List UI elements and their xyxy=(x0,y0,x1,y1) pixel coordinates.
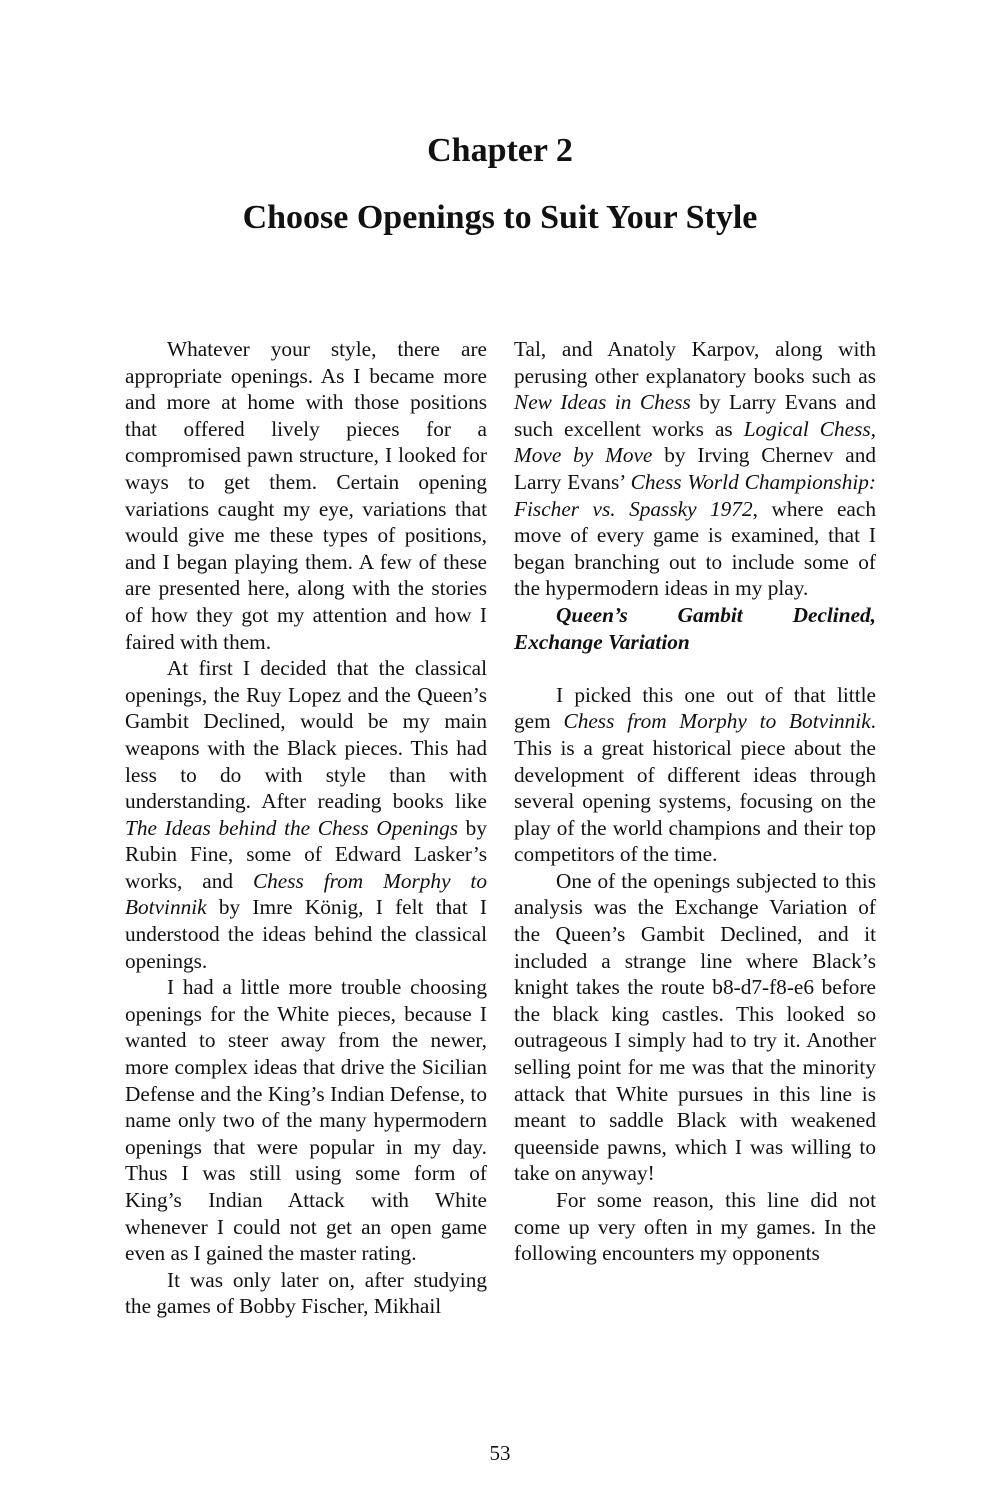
paragraph xyxy=(514,682,876,868)
chapter-number: Chapter 2 xyxy=(427,132,573,169)
page-number: 53 xyxy=(489,1441,511,1465)
paragraph: I had a little more trouble choosing openings for the White pieces, because I wanted to steer away from the newer, more complex ideas that drive the Sicilian Defense and the King’s Indian Defense, to name only two of the many hypermodern openings that were popular in my day. Thus I was still using some form of King’s Indian Attack with White whenever I could not get an open game even as I gained the master rating. xyxy=(125,975,487,1266)
spacer xyxy=(514,655,876,682)
chapter-title: Choose Openings to Suit Your Style xyxy=(242,199,758,236)
text-run: Tal, and Anatoly Karpov, along with perusing other explanatory books such as xyxy=(514,337,876,388)
book-title: Chess from Morphy to Botvinnik xyxy=(563,709,871,734)
text-run: by Irving Chernev and Larry Evans’ xyxy=(514,443,876,494)
paragraph xyxy=(514,336,876,602)
paragraph: For some reason, this line did not come up very often in my games. In the following encounters my opponents xyxy=(514,1188,876,1266)
book-title: New Ideas in Chess xyxy=(514,390,691,415)
book-title: Logical Chess, Move by Move xyxy=(514,416,876,468)
text-run: At first I decided that the classical openings, the Ruy Lopez and the Queen’s Gambit Declined, would be my main weapons with the Black pieces. This had less to do with style than with understanding. After reading books like xyxy=(125,656,487,814)
paragraph xyxy=(125,655,487,974)
paragraph: Whatever your style, there are appropriate openings. As I became more and more at home with those positions that offered lively pieces for a compromised pawn structure, I looked for ways to get them. Certain opening variations caught my eye, variations that would give me these types of positions, and I began playing them. A few of these are presented here, along with the stories of how they got my attention and how I faired with them. xyxy=(125,337,487,654)
book-title: The Ideas behind the Chess Openings xyxy=(125,815,458,840)
left-column xyxy=(125,336,487,1320)
book-title: Chess from Morphy to Botvinnik xyxy=(125,868,487,920)
paragraph: One of the openings subjected to this analysis was the Exchange Variation of the Queen’s Gambit Declined, and it included a strange line where Black’s knight takes the route b8-d7-f8-e6 before the black king castles. This looked so outrageous I simply had to try it. Another selling point for me was that the minority attack that White pursues in this line is meant to saddle Black with weakened queenside pawns, which I was willing to take on anyway! xyxy=(514,868,876,1186)
paragraph: It was only later on, after studying the games of Bobby Fischer, Mikhail xyxy=(125,1267,487,1319)
text-run: I picked this one out of that little gem xyxy=(514,682,876,734)
right-column xyxy=(514,336,876,1267)
section-heading: Queen’s Gambit Declined, Exchange Variation xyxy=(514,602,876,654)
text-run: , where each move of every game is examined, that I began branching out to include some of the hypermodern ideas in my play. xyxy=(514,496,876,601)
text-run: by Larry Evans and such excellent works as xyxy=(514,390,876,441)
text-run: . This is a great historical piece about the development of different ideas through several opening systems, focusing on the play of the world champions and their top competitors of the time. xyxy=(514,709,876,867)
text-run: by Rubin Fine, some of Edward Lasker’s works, and xyxy=(125,815,487,893)
text-run: by Imre König, I felt that I understood the ideas behind the classical openings. xyxy=(125,895,487,973)
book-title: Chess World Championship: Fischer vs. Spassky 1972 xyxy=(514,469,876,521)
